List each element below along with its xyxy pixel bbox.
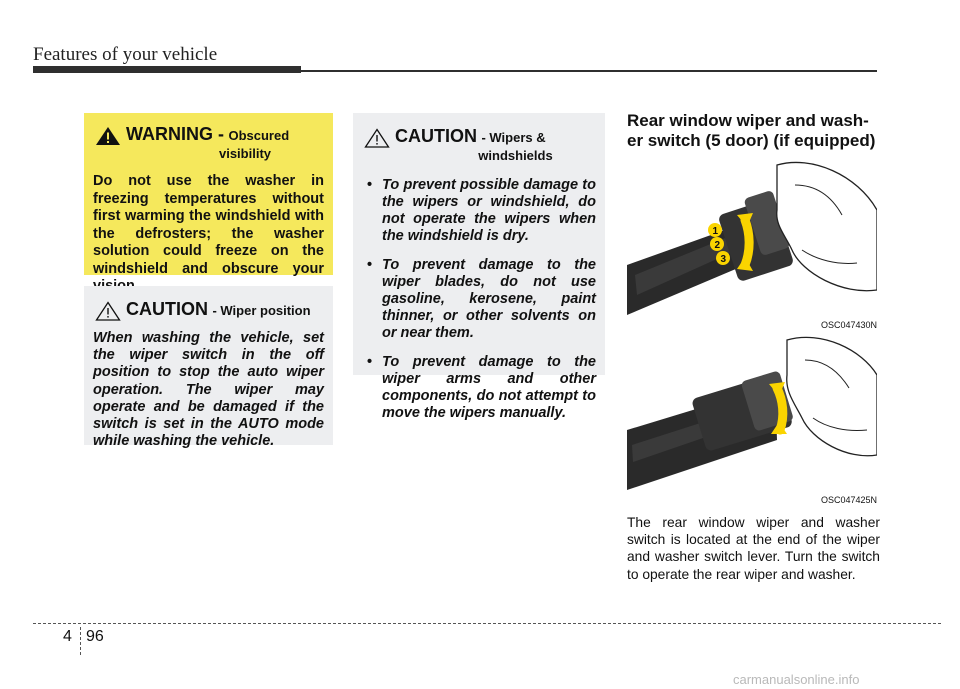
caution-subject-line2: windshields bbox=[478, 148, 553, 163]
warning-subject: Obscured bbox=[228, 128, 290, 143]
caution-label: CAUTION bbox=[395, 126, 477, 146]
section-title-line2: er switch (5 door) (if equipped) bbox=[627, 131, 876, 150]
section-title bbox=[627, 111, 882, 151]
chapter-number: 4 bbox=[63, 628, 72, 645]
caution-header bbox=[93, 300, 324, 320]
callout-3: 3 bbox=[720, 254, 727, 265]
caution-triangle-icon bbox=[364, 128, 390, 148]
caution-label: CAUTION bbox=[126, 299, 208, 319]
callout-1: 1 bbox=[712, 226, 719, 237]
wiper-switch-type-b-image bbox=[627, 330, 877, 492]
warning-body: Do not use the washer in freezing temperatures without first warming the windshield with the defrosters; the washer solution could freeze on the windshield and obscure your bbox=[93, 173, 324, 277]
warning-subject-line2: visibility bbox=[218, 146, 272, 161]
page-number: 96 bbox=[86, 628, 104, 645]
caution-list bbox=[362, 177, 596, 422]
header-rule bbox=[301, 70, 877, 72]
wiper-switch-type-a-image bbox=[627, 155, 877, 321]
page-header-title: Features of your vehicle bbox=[33, 44, 218, 65]
caution-wiper-position-box bbox=[84, 286, 333, 450]
section-title-line1: Rear window wiper and wash- bbox=[627, 111, 869, 130]
warning-label: WARNING - bbox=[126, 124, 224, 144]
image-code-b: OSC047425N bbox=[820, 495, 877, 505]
list-item: • To prevent possible damage to the wipers or windshield, do not operate the wipers when the windshield is dry. bbox=[362, 177, 596, 245]
caution-wipers-box bbox=[353, 113, 605, 421]
callout-2: 2 bbox=[714, 240, 721, 251]
page-number-divider bbox=[80, 627, 81, 655]
switch-illustration-type-b bbox=[627, 330, 877, 492]
footer-rule bbox=[33, 623, 941, 624]
warning-box bbox=[84, 113, 333, 275]
caution-body: When washing the vehicle, set the wiper switch in the off position to stop the auto wiper operation. The wiper may operate and be damaged if the switch is set in the AUTO mode while washing the vehicle. bbox=[93, 330, 324, 450]
caution-triangle-icon bbox=[95, 301, 121, 321]
switch-illustration-type-a bbox=[627, 155, 877, 321]
section-body-text: The rear window wiper and washer switch is located at the end of the wiper and washer switch lever. Turn the switch to operate the rear wiper and washer. bbox=[627, 515, 880, 582]
watermark: carmanualsonline.info bbox=[733, 672, 860, 687]
caution-subject: - Wipers & bbox=[481, 130, 546, 145]
header-bar bbox=[33, 66, 301, 73]
image-code-a: OSC047430N bbox=[820, 320, 877, 330]
warning-header bbox=[93, 125, 324, 163]
caution-subject: - Wiper position bbox=[212, 303, 311, 318]
caution-header bbox=[362, 127, 596, 165]
warning-triangle-icon bbox=[95, 126, 121, 146]
list-item: • To prevent damage to the wiper blades, do not use gasoline, kerosene, paint thinner, or other solvents on or near them. bbox=[362, 257, 596, 342]
list-item: • To prevent damage to the wiper arms and other components, do not attempt to move the wipers manually. bbox=[362, 354, 596, 422]
